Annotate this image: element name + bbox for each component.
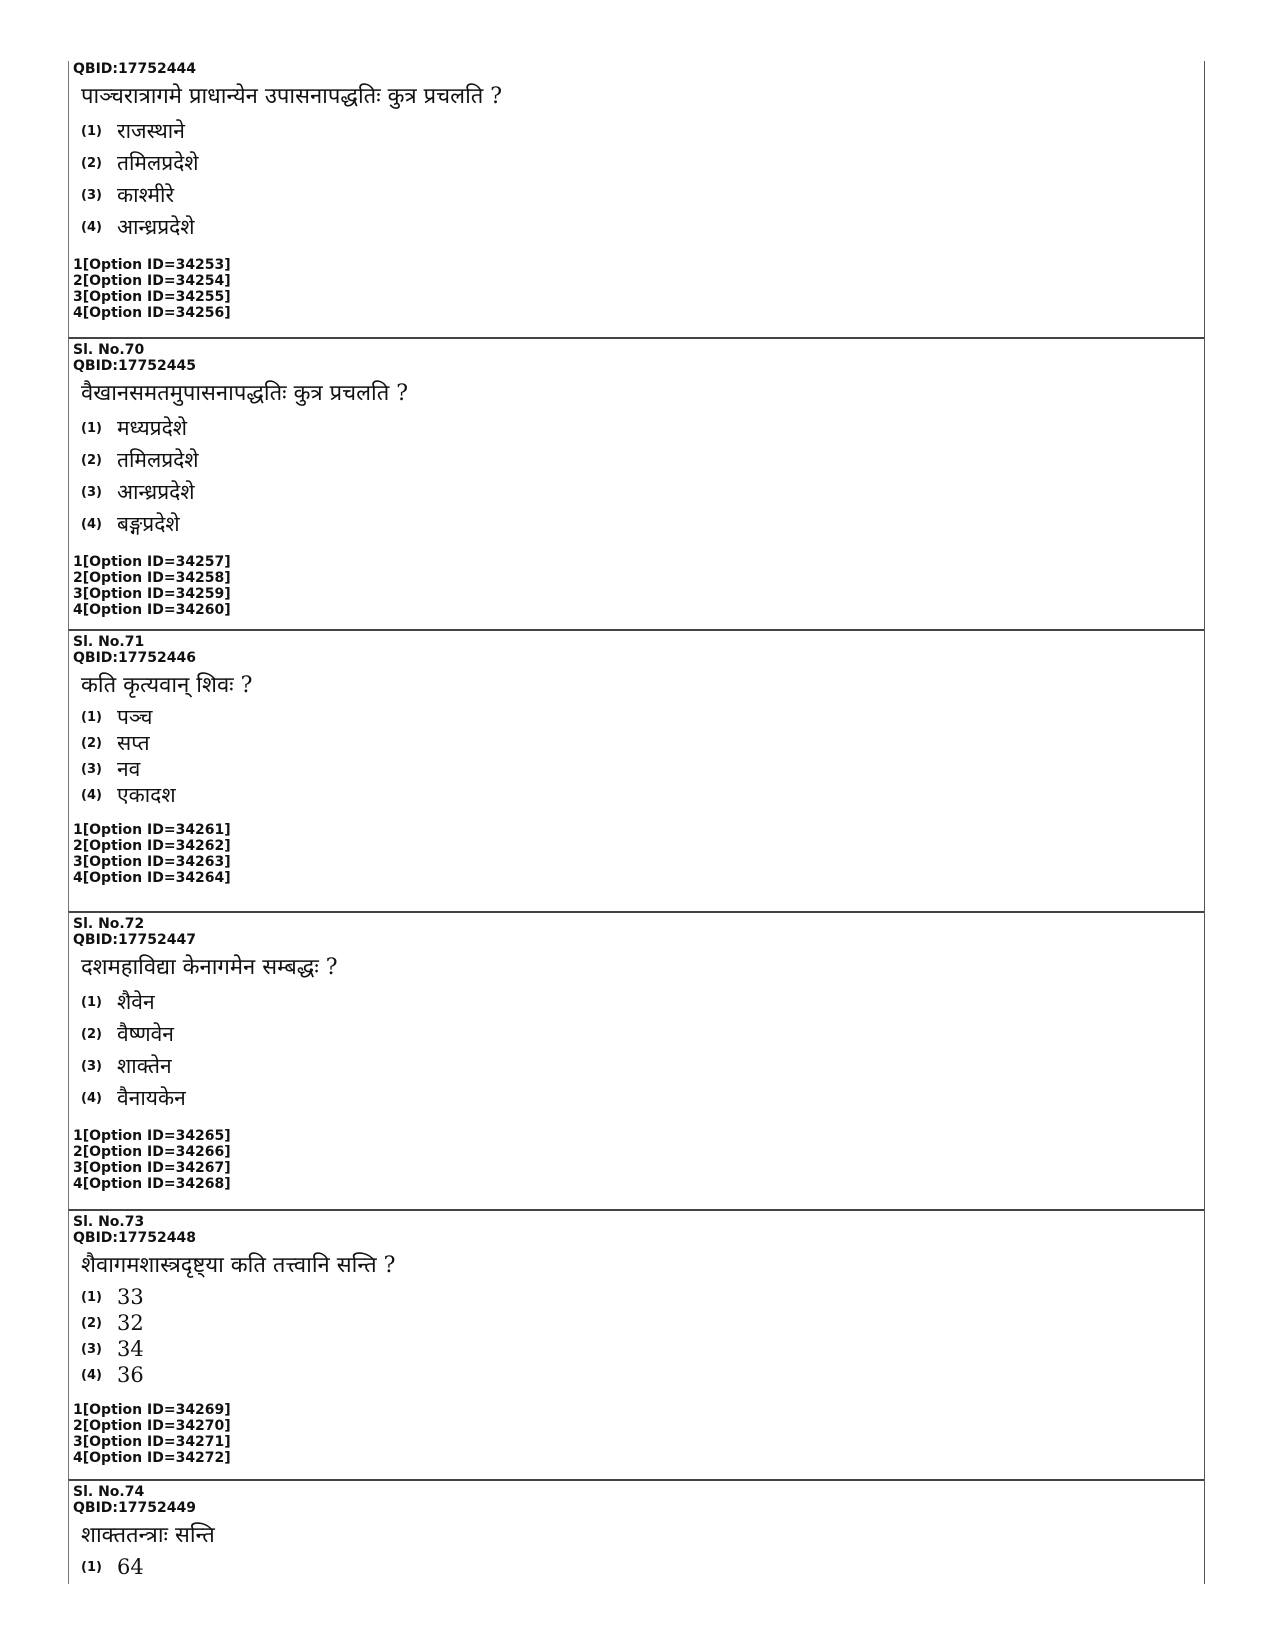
question-block bbox=[68, 629, 1205, 911]
question-block bbox=[68, 61, 1205, 337]
option-id-list bbox=[69, 554, 1204, 618]
option-number: (2) bbox=[81, 155, 102, 171]
option-item bbox=[81, 704, 1204, 730]
question-block bbox=[68, 337, 1205, 629]
option-id-list bbox=[69, 822, 1204, 886]
option-number: (4) bbox=[81, 1367, 102, 1383]
option-id: 3[Option ID=34263] bbox=[73, 854, 231, 870]
question-block bbox=[68, 911, 1205, 1209]
option-text: तमिलप्रदेशे bbox=[117, 151, 199, 175]
option-item bbox=[81, 1018, 1204, 1050]
option-number: (1) bbox=[81, 709, 102, 725]
option-number: (1) bbox=[81, 420, 102, 436]
serial-number: Sl. No.70 bbox=[73, 342, 145, 358]
option-id: 3[Option ID=34259] bbox=[73, 586, 231, 602]
option-text: आन्ध्रप्रदेशे bbox=[117, 215, 195, 239]
option-number: (3) bbox=[81, 187, 102, 203]
option-number: (4) bbox=[81, 516, 102, 532]
option-item bbox=[81, 1554, 1204, 1580]
serial-number: Sl. No.72 bbox=[73, 916, 145, 932]
qbid-label: QBID:17752449 bbox=[73, 1500, 196, 1516]
option-text: 36 bbox=[117, 1363, 144, 1387]
option-number: (2) bbox=[81, 1315, 102, 1331]
options-list bbox=[81, 1554, 1204, 1580]
option-id: 4[Option ID=34256] bbox=[73, 305, 231, 321]
option-item bbox=[81, 1050, 1204, 1082]
serial-number: Sl. No.73 bbox=[73, 1214, 145, 1230]
option-text: काश्मीरे bbox=[117, 183, 175, 207]
option-id: 4[Option ID=34268] bbox=[73, 1176, 231, 1192]
serial-number: Sl. No.71 bbox=[73, 634, 145, 650]
option-text: राजस्थाने bbox=[117, 119, 185, 143]
option-item bbox=[81, 444, 1204, 476]
option-text: पञ्च bbox=[117, 705, 153, 729]
serial-number: Sl. No.74 bbox=[73, 1484, 145, 1500]
qbid-label: QBID:17752448 bbox=[73, 1230, 196, 1246]
option-text: तमिलप्रदेशे bbox=[117, 448, 199, 472]
question-text: कति कृत्यवान् शिवः ? bbox=[81, 673, 253, 698]
option-number: (1) bbox=[81, 123, 102, 139]
question-text: पाञ्चरात्रागमे प्राधान्येन उपासनापद्धतिः कुत्र प्रचलति ? bbox=[81, 84, 503, 109]
option-number: (4) bbox=[81, 219, 102, 235]
option-id: 2[Option ID=34258] bbox=[73, 570, 231, 586]
option-id: 1[Option ID=34253] bbox=[73, 257, 231, 273]
option-id: 3[Option ID=34271] bbox=[73, 1434, 231, 1450]
option-item bbox=[81, 179, 1204, 211]
option-item bbox=[81, 147, 1204, 179]
option-number: (1) bbox=[81, 1289, 102, 1305]
option-item bbox=[81, 1284, 1204, 1310]
question-text: शैवागमशास्त्रदृष्ट्या कति तत्त्वानि सन्ति ? bbox=[81, 1253, 396, 1278]
option-text: वैनायकेन bbox=[117, 1086, 186, 1110]
option-id-list bbox=[69, 1128, 1204, 1192]
option-number: (3) bbox=[81, 1341, 102, 1357]
option-item bbox=[81, 1362, 1204, 1388]
option-text: एकादश bbox=[117, 783, 176, 807]
option-number: (4) bbox=[81, 1090, 102, 1106]
option-id: 3[Option ID=34255] bbox=[73, 289, 231, 305]
option-item bbox=[81, 115, 1204, 147]
options-list bbox=[81, 1284, 1204, 1388]
option-text: 32 bbox=[117, 1311, 144, 1335]
option-id: 1[Option ID=34261] bbox=[73, 822, 231, 838]
option-id: 2[Option ID=34254] bbox=[73, 273, 231, 289]
option-number: (3) bbox=[81, 484, 102, 500]
question-block bbox=[68, 1479, 1205, 1584]
options-list bbox=[81, 704, 1204, 808]
option-number: (3) bbox=[81, 761, 102, 777]
options-list bbox=[81, 986, 1204, 1114]
options-list bbox=[81, 115, 1204, 243]
option-item bbox=[81, 1082, 1204, 1114]
option-id: 2[Option ID=34266] bbox=[73, 1144, 231, 1160]
question-sheet bbox=[68, 58, 1205, 1584]
option-item bbox=[81, 730, 1204, 756]
question-text: शाक्ततन्त्राः सन्ति bbox=[81, 1523, 215, 1548]
option-number: (2) bbox=[81, 735, 102, 751]
option-item bbox=[81, 508, 1204, 540]
option-item bbox=[81, 756, 1204, 782]
option-item bbox=[81, 476, 1204, 508]
qbid-label: QBID:17752446 bbox=[73, 650, 196, 666]
option-id-list bbox=[69, 257, 1204, 321]
question-text: दशमहाविद्या केनागमेन सम्बद्धः ? bbox=[81, 955, 338, 980]
option-number: (2) bbox=[81, 1026, 102, 1042]
option-text: शाक्तेन bbox=[117, 1054, 172, 1078]
option-id: 4[Option ID=34260] bbox=[73, 602, 231, 618]
option-number: (2) bbox=[81, 452, 102, 468]
option-number: (4) bbox=[81, 787, 102, 803]
option-text: वैष्णवेन bbox=[117, 1022, 174, 1046]
options-list bbox=[81, 412, 1204, 540]
option-text: 33 bbox=[117, 1285, 144, 1309]
option-text: शैवेन bbox=[117, 990, 155, 1014]
option-item bbox=[81, 986, 1204, 1018]
qbid-label: QBID:17752447 bbox=[73, 932, 196, 948]
option-id: 1[Option ID=34265] bbox=[73, 1128, 231, 1144]
option-text: मध्यप्रदेशे bbox=[117, 416, 188, 440]
question-text: वैखानसमतमुपासनापद्धतिः कुत्र प्रचलति ? bbox=[81, 381, 409, 406]
option-item bbox=[81, 1310, 1204, 1336]
option-id: 2[Option ID=34262] bbox=[73, 838, 231, 854]
option-item bbox=[81, 412, 1204, 444]
option-id-list bbox=[69, 1402, 1204, 1466]
option-item bbox=[81, 1336, 1204, 1362]
option-text: नव bbox=[117, 757, 141, 781]
qbid-label: QBID:17752444 bbox=[73, 61, 196, 77]
option-item bbox=[81, 782, 1204, 808]
option-text: 34 bbox=[117, 1337, 144, 1361]
option-id: 3[Option ID=34267] bbox=[73, 1160, 231, 1176]
option-id: 4[Option ID=34272] bbox=[73, 1450, 231, 1466]
option-number: (1) bbox=[81, 1559, 102, 1575]
option-text: बङ्गप्रदेशे bbox=[117, 512, 180, 536]
option-item bbox=[81, 211, 1204, 243]
question-block bbox=[68, 1209, 1205, 1479]
option-id: 4[Option ID=34264] bbox=[73, 870, 231, 886]
option-text: 64 bbox=[117, 1555, 144, 1579]
option-text: सप्त bbox=[117, 731, 150, 755]
qbid-label: QBID:17752445 bbox=[73, 358, 196, 374]
option-id: 2[Option ID=34270] bbox=[73, 1418, 231, 1434]
option-number: (1) bbox=[81, 994, 102, 1010]
option-number: (3) bbox=[81, 1058, 102, 1074]
option-id: 1[Option ID=34257] bbox=[73, 554, 231, 570]
option-text: आन्ध्रप्रदेशे bbox=[117, 480, 195, 504]
option-id: 1[Option ID=34269] bbox=[73, 1402, 231, 1418]
